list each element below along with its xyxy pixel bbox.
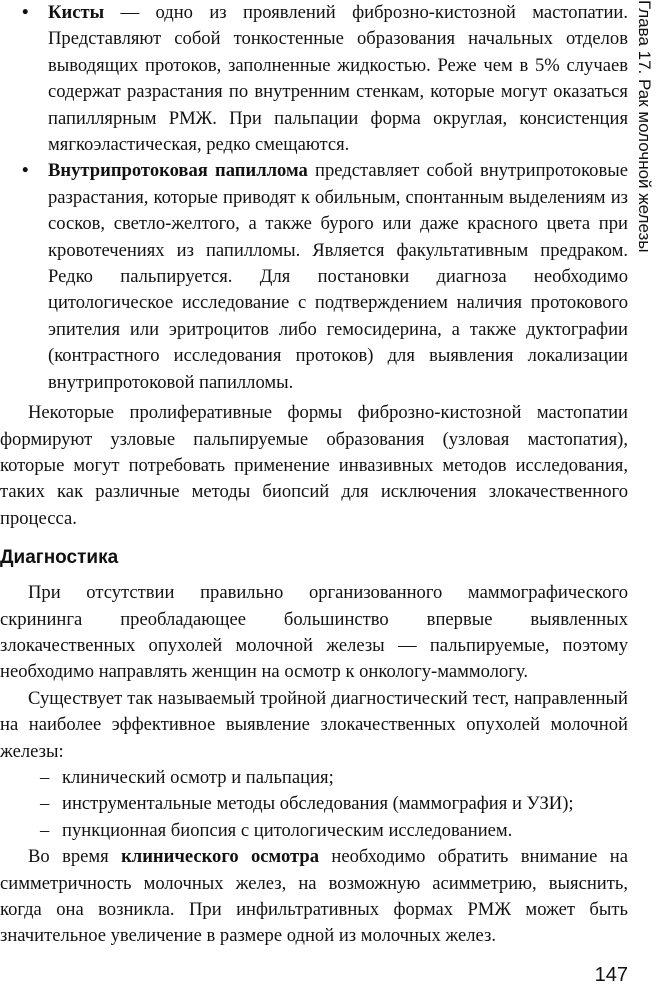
bullet-term: Кисты xyxy=(48,2,105,23)
bullet-text: представляет собой внутрипротоковые разрастания, которые приводят к обильным, спонтанным выделениям из сосков, светло-желтого, а также бурого или даже красного цвета при кровотечениях из папилломы. Является факультативным предраком. Редко пальпируется. Для постановки диагноза необходимо цитологическое исследование с подтверждением наличия протокового эпителия или эритроцитов либо гемосидерина, а также дуктографии (контрастного исследования протоков) для выявления локализации внутрипротоковой папилломы. xyxy=(48,160,628,393)
dash-list xyxy=(0,765,628,844)
text-fragment: Во время xyxy=(28,846,122,868)
dash-item xyxy=(0,818,628,844)
dash-marker: – xyxy=(40,793,50,815)
bullet-term: Внутрипротоковая папиллома xyxy=(48,160,308,182)
bullet-marker: • xyxy=(22,2,29,23)
section-heading: Диагностика xyxy=(0,547,119,569)
bullet-marker: • xyxy=(22,160,29,182)
dash-item xyxy=(0,765,628,791)
bullet-item-cysts xyxy=(0,0,628,158)
dash-item-text: инструментальные методы обследования (маммография и УЗИ); xyxy=(62,793,574,815)
dash-item-text: пункционная биопсия с цитологическим исследованием. xyxy=(62,819,513,841)
paragraph-mastopathy: Некоторые пролиферативные формы фиброзно-кистозной мастопатии формируют узловые пальпируемые образования (узловая мастопатия), которые могут потребовать применение инвазивных методов исследования, таких как различные методы биопсий для исключения злокачественного процесса. xyxy=(0,402,628,529)
dash-item xyxy=(0,791,628,817)
dash-item-text: клинический осмотр и пальпация; xyxy=(62,766,334,788)
paragraph-screening: При отсутствии правильно организованного маммографического скрининга преобладающее большинство впервые выявленных злокачественных опухолей молочной железы — пальпируемые, поэтому необходимо направлять женщин на осмотр к онкологу-маммологу. xyxy=(0,582,628,683)
bold-term: клинического осмотра xyxy=(121,846,320,868)
paragraph-triple-test: Существует так называемый тройной диагностический тест, направленный на наиболее эффективное выявление злокачественных опухолей молочной железы: xyxy=(0,687,628,762)
text-fragment: необходимо обратить внимание на симметричность молочных желез, на возможную асимметрию, выяснить, когда она возникла. При инфильтративных формах РМЖ может быть значительное увеличение в размере одной из молочных желез. xyxy=(0,846,628,947)
bullet-item-papilloma xyxy=(0,158,628,396)
bullet-list xyxy=(0,0,628,396)
running-head: Глава 17. Рак молочной железы xyxy=(635,0,654,253)
page-number: 147 xyxy=(594,964,628,986)
dash-marker: – xyxy=(40,766,50,788)
bullet-text: — одно из проявлений фиброзно-кистозной мастопатии. Представляют собой тонкостенные образования начальных отделов выводящих протоков, заполненные жидкостью. Реже чем в 5% случаев содержат разрастания по внутренним стенкам, которые могут оказаться папиллярным РМЖ. При пальпации форма округлая, консистенция мягкоэластическая, редко смещаются. xyxy=(48,2,628,156)
dash-marker: – xyxy=(40,819,50,841)
paragraph-clinical-exam xyxy=(0,844,628,950)
